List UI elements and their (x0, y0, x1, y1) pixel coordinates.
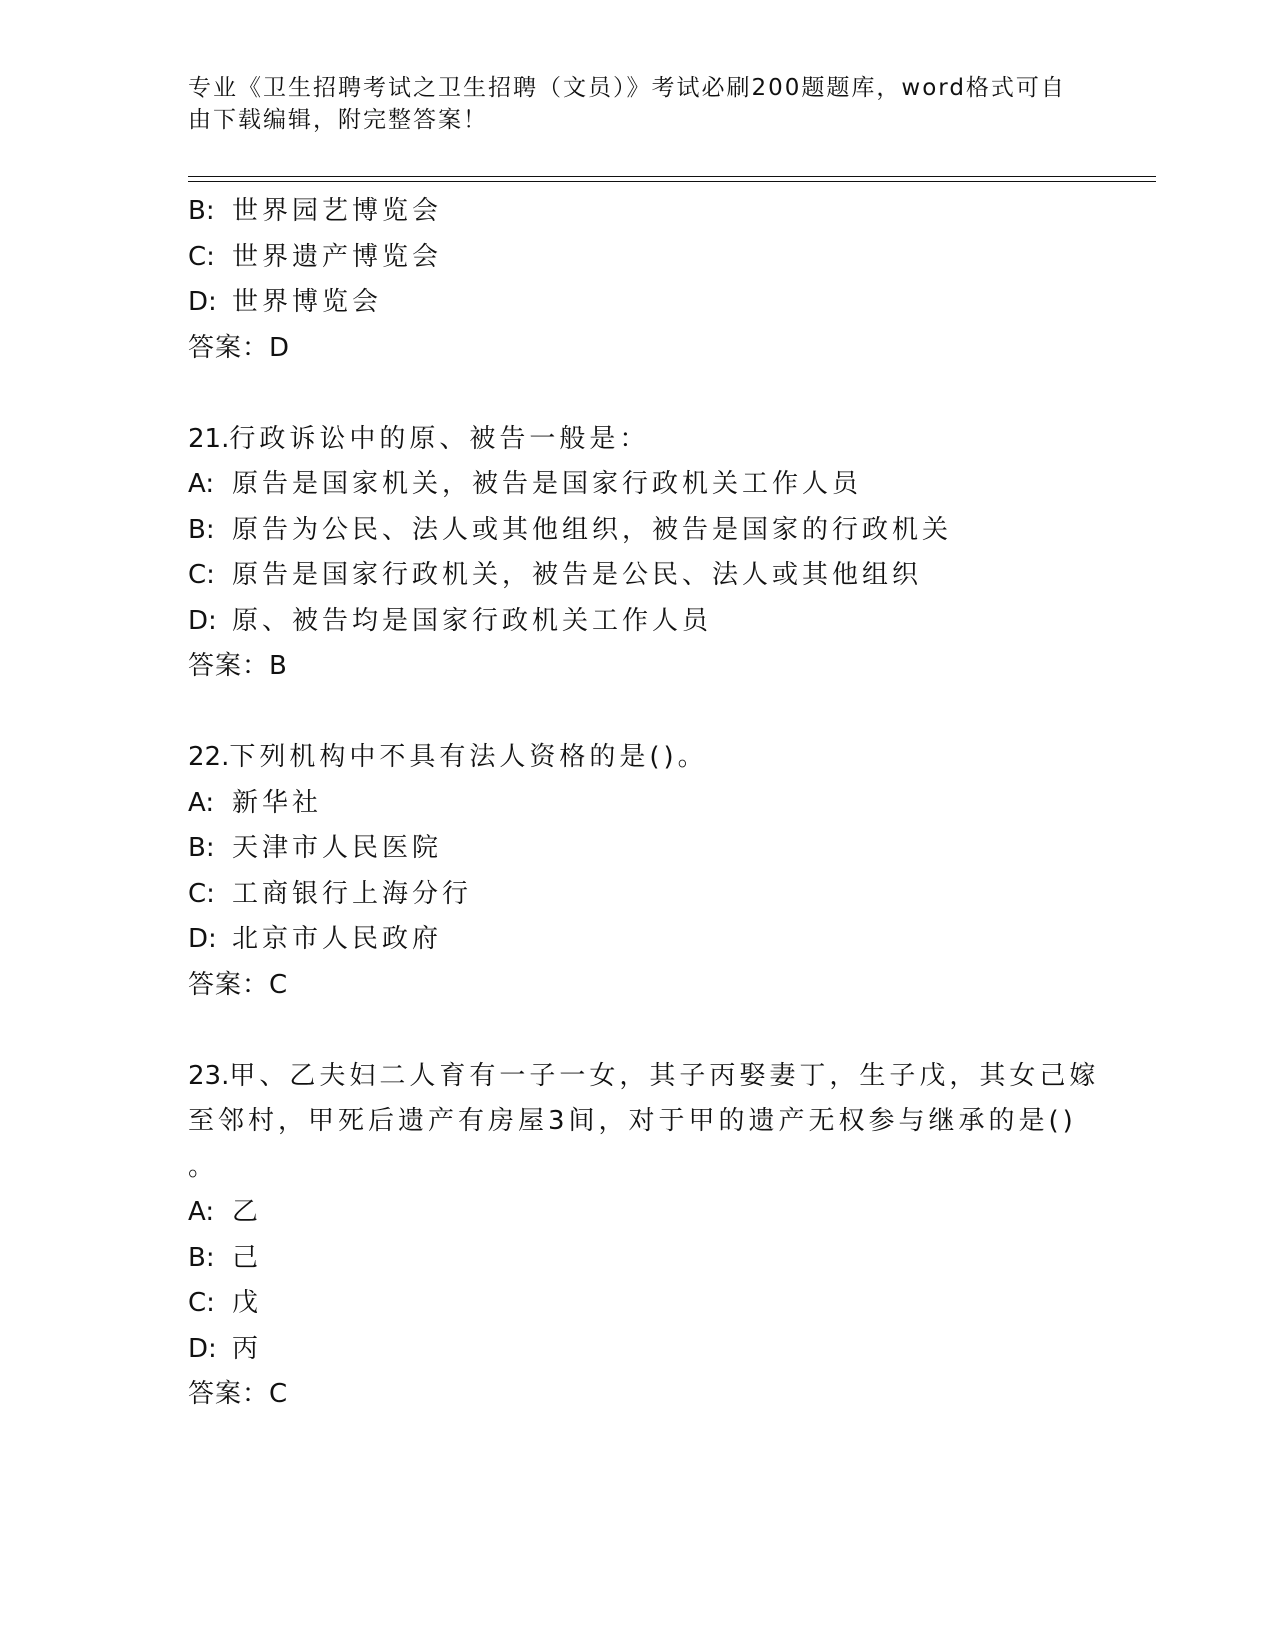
question-23-line-3: 。 (188, 1151, 219, 1182)
option-c: C: 世界遗产博览会 (188, 241, 443, 272)
header-rule-top (188, 176, 1156, 177)
question-23-line-1: 23.甲、乙夫妇二人育有一子一女，其子丙娶妻丁，生子戊，其女己嫁 (188, 1060, 1100, 1091)
option-b: B: 原告为公民、法人或其他组织，被告是国家的行政机关 (188, 514, 953, 545)
document-header: 专业《卫生招聘考试之卫生招聘（文员）》考试必刷200题题库，word格式可自由下载编辑，附完整答案！ (188, 75, 1066, 133)
question-23-line-2: 至邻村，甲死后遗产有房屋3间，对于甲的遗产无权参与继承的是() (188, 1106, 1077, 1136)
option-a: A: 原告是国家机关，被告是国家行政机关工作人员 (188, 469, 863, 499)
option-a: A: 新华社 (188, 787, 323, 818)
answer-line: 答案：C (188, 1379, 289, 1409)
question-21: 21.行政诉讼中的原、被告一般是： (188, 423, 650, 454)
option-c: C: 戊 (188, 1288, 263, 1318)
spacer (188, 371, 1088, 417)
option-d: D: 北京市人民政府 (188, 924, 443, 954)
option-a: A: 乙 (188, 1197, 263, 1227)
answer-line: 答案：B (188, 651, 288, 681)
answer-line: 答案：C (188, 969, 289, 1000)
option-b: B: 天津市人民医院 (188, 833, 443, 863)
question-list (188, 189, 1100, 1418)
option-b: B: 世界园艺博览会 (188, 196, 443, 226)
option-d: D: 原、被告均是国家行政机关工作人员 (188, 605, 713, 636)
option-d: D: 丙 (188, 1333, 263, 1364)
header-rule-bottom (188, 181, 1156, 182)
answer-line: 答案：D (188, 332, 291, 363)
spacer (188, 690, 1088, 736)
option-c: C: 工商银行上海分行 (188, 878, 473, 909)
question-22: 22.下列机构中不具有法人资格的是()。 (188, 742, 708, 772)
option-d: D: 世界博览会 (188, 287, 383, 317)
spacer (188, 1008, 1088, 1054)
option-b: B: 己 (188, 1242, 263, 1273)
option-c: C: 原告是国家行政机关，被告是公民、法人或其他组织 (188, 560, 923, 590)
